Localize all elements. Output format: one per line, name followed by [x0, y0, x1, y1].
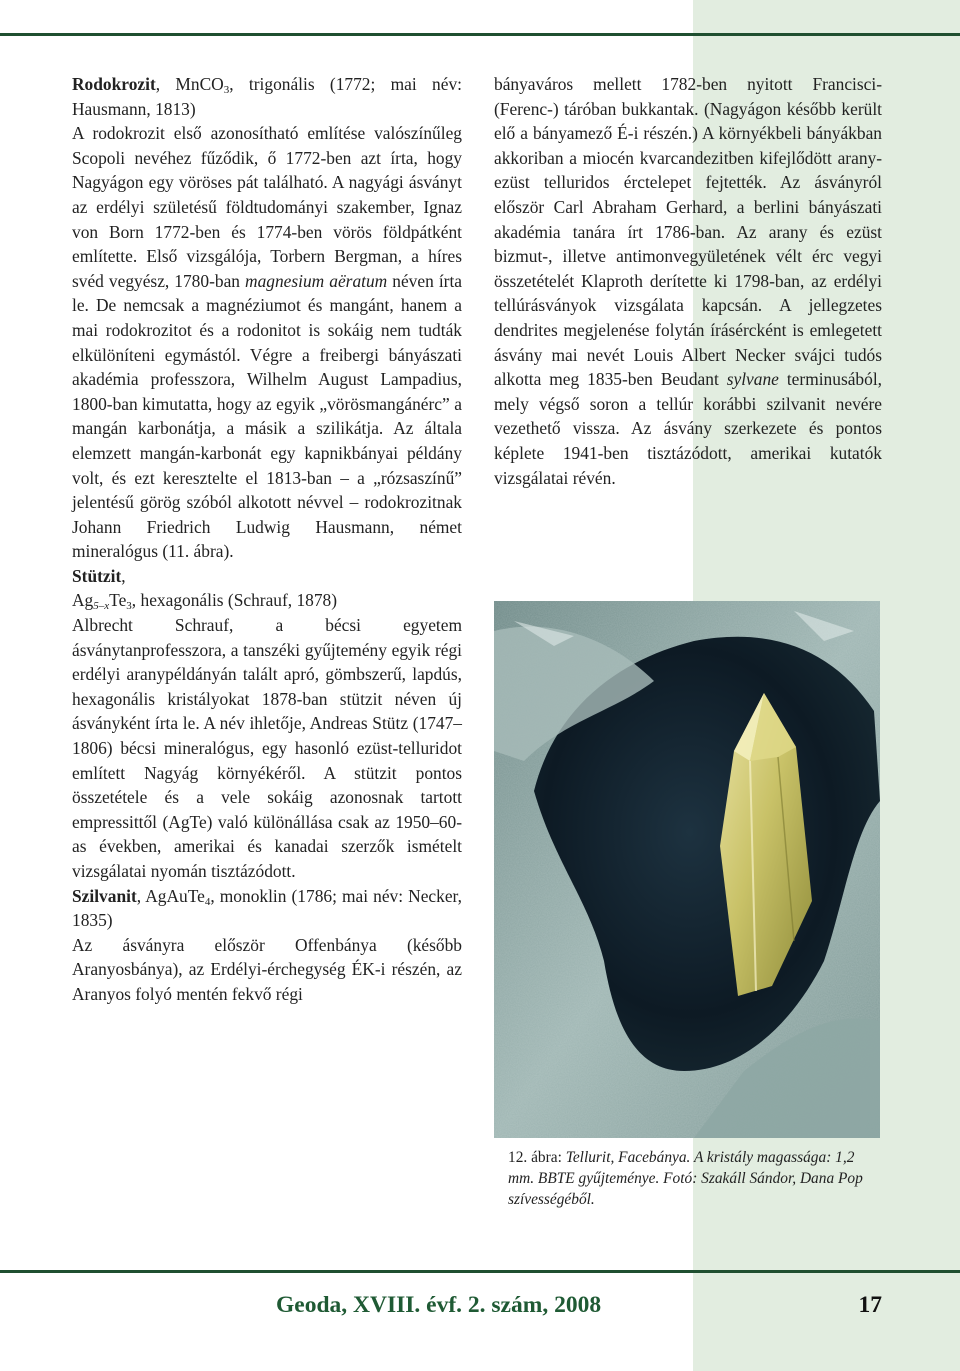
szilvanit-name: Szilvanit [72, 885, 137, 906]
caption-text: Tellurit, Facebánya. A kristály magassága: 1,2 mm. BBTE gyűjteménye. Fotó: Szakáll Sándor, Dana Pop szívességéből. [508, 1149, 863, 1208]
page-number: 17 [858, 1292, 882, 1318]
rodokrozit-details: , trigonális (1772; mai név: Hausmann, 1813) [72, 74, 462, 119]
szilvanit-text-left: Az ásványra először Offenbánya (később Aranyosbánya), az Erdélyi-érchegység ÉK-i részén, az Aranyos folyó mentén fekvő régi [72, 934, 462, 1004]
stutzit-entry: Stützit, $Ag_{5-x}Te_3$, hexagonális (Schrauf, 1878) Albrecht Schrauf, a bécsi egyetem ásványtanprofesszora, a tanszéki gyűjtemény egyik régi erdélyi aranypéldányán talált apró, gömbszerű, lapdús, hexagonális kristályokat 1878-ban stützit néven új ásványként írta le. A név ihletője, Andreas Stütz (1747–1806) bécsi mineralógus, egy hasonló ezüst-telluridot említett Nagyág környékéről. A stützit pontos összetétele és a vele sokáig azonosnak tartott empressittől (AgTe) való különállása csak az 1950–60-as években, amerikai és kanadai szerzők ismételt vizsgálatai nyomán tisztázódott. [72, 565, 462, 881]
szilvanit-text-right-a: bányaváros mellett 1782-ben nyitott Francisci- (Ferenc-) táróban bukkantak. (Nagyágon később került elő a bányamező É-i részén.) A környékbeli bányákban akkoriban a miocén kvarcandezitben kifejlődött arany-ezüst telluridos érctelepet fejtették. Az ásványról először Carl Abraham Gerhard, a berlini bányászati akadémia tanára írt 1786-ban. Az arany és ezüst bizmut-, illetve antimonvegyületének vélt érc vegyi összetételét Klaproth derítette ki 1798-ban, az erdélyi tellúrásványok vizsgálata kapcsán. A jellegzetes dendrites megjelenése folytán írásércként is emlegetett ásvány mai nevét Louis Albert Necker svájci tudós alkotta meg 1835-ben Beudant [494, 74, 882, 390]
stutzit-formula: $Ag_{5-x}Te_3$ [72, 590, 132, 613]
szilvanit-entry: Szilvanit, AgAuTe$_4$, monoklin (1786; mai név: Necker, 1835) Az ásványra először Offenbánya (később Aranyosbánya), az Erdélyi-érchegység ÉK-i részén, az Aranyos folyó mentén fekvő régi [72, 885, 462, 1004]
stutzit-details: , hexagonális (Schrauf, 1878) [131, 590, 338, 611]
szilvanit-continuation [494, 72, 882, 490]
bottom-rule [0, 1270, 960, 1273]
szilvanit-details: , monoklin (1786; mai név: Necker, 1835) [72, 885, 462, 931]
figure-caption [508, 1147, 873, 1210]
szilvanit-italic-term: sylvane [726, 369, 779, 390]
caption-label: 12. ábra: [508, 1149, 566, 1166]
stutzit-name: Stützit [72, 565, 122, 586]
top-rule [0, 33, 960, 36]
journal-title: Geoda, XVIII. évf. 2. szám, 2008 [276, 1292, 602, 1318]
left-column [72, 72, 462, 1007]
rodokrozit-formula: MnCO$_3$ [175, 74, 230, 96]
rodokrozit-italic-term: magnesium aëratum [245, 270, 388, 291]
szilvanit-text-right-b: terminusából, mely végső soron a tellúr korábbi szilvanit nevére vezethető vissza. Az ásvány szerkezete és pontos képlete 1941-ben tisztázódott, amerikai kutatók vizsgálatai révén. [494, 369, 882, 488]
stutzit-text: Albrecht Schrauf, a bécsi egyetem ásványtanprofesszora, a tanszéki gyűjtemény egyik régi erdélyi aranypéldányán talált apró, gömbszerű, lapdús, hexagonális kristályokat 1878-ban stützit néven új ásványként írta le. A név ihletője, Andreas Stütz (1747–1806) bécsi mineralógus, egy hasonló ezüst-telluridot említett Nagyág környékéről. A stützit pontos összetétele és a vele sokáig azonosnak tartott empressittől (AgTe) való különállása csak az 1950–60-as években, amerikai és kanadai szerzők ismételt vizsgálatai nyomán tisztázódott. [72, 615, 462, 881]
rodokrozit-name: Rodokrozit [72, 74, 156, 94]
rodokrozit-text-a: A rodokrozit első azonosítható említése valószínűleg Scopoli nevéhez fűződik, ő 1772-ben azt írta, hogy Nagyágon egy vöröses pát található. A nagyági ásványt az erdélyi születésű földtudományi szakember, Ignaz von Born 1772-ben és 1774-ben vörös földpátként említette. Első vizsgálója, Torbern Bergman, a híres svéd vegyész, 1780-ban [72, 123, 462, 291]
tellurit-crystal-photo [494, 601, 880, 1138]
szilvanit-formula: AgAuTe$_4$ [145, 885, 211, 908]
rodokrozit-text-b: néven írta le. De nemcsak a magnéziumot és mangánt, hanem a mai rodokrozitot és a rodonitot is sokáig nem tudták elkülöníteni egymástól. Végre a freibergi bányászati akadémia professzora, Wilhelm August Lampadius, 1800-ban kimutatta, hogy az egyik „vörösmangánérc” a mangán karbonátja, a másik a szilikátja. Az általa elemzett mangán-karbonát egy kapnikbányai példány volt, és ezt keresztelte el 1813-ban – a „rózsaszínű” jelentésű görög szóból alkotott névvel – rodokrozitnak Johann Friedrich Ludwig Hausmann, német mineralógus (11. ábra). [72, 270, 462, 562]
right-column [494, 72, 882, 490]
rodokrozit-entry: Rodokrozit, MnCO$_3$, trigonális (1772; mai név: Hausmann, 1813) A rodokrozit első azonosítható említése valószínűleg Scopoli nevéhez fűződik, ő 1772-ben azt írta, hogy Nagyágon egy vöröses pát található. A nagyági ásványt az erdélyi születésű földtudományi szakember, Ignaz von Born 1772-ben és 1774-ben vörös földpátként említette. Első vizsgálója, Torbern Bergman, a híres svéd vegyész, 1780-ban magnesium aëratum néven írta le. De nemcsak a magnéziumot és mangánt, hanem a mai rodokrozitot és a rodonitot is sokáig nem tudták elkülöníteni egymástól. Végre a freibergi bányászati akadémia professzora, Wilhelm August Lampadius, 1800-ban kimutatta, hogy az egyik „vörösmangánérc” a mangán karbonátja, a másik a szilikátja. Az általa elemzett mangán-karbonát egy kapnikbányai példány volt, és ezt keresztelte el 1813-ban – a „rózsaszínű” jelentésű görög szóból alkotott névvel – rodokrozitnak Johann Friedrich Ludwig Hausmann, német mineralógus (11. ábra). [72, 74, 462, 562]
